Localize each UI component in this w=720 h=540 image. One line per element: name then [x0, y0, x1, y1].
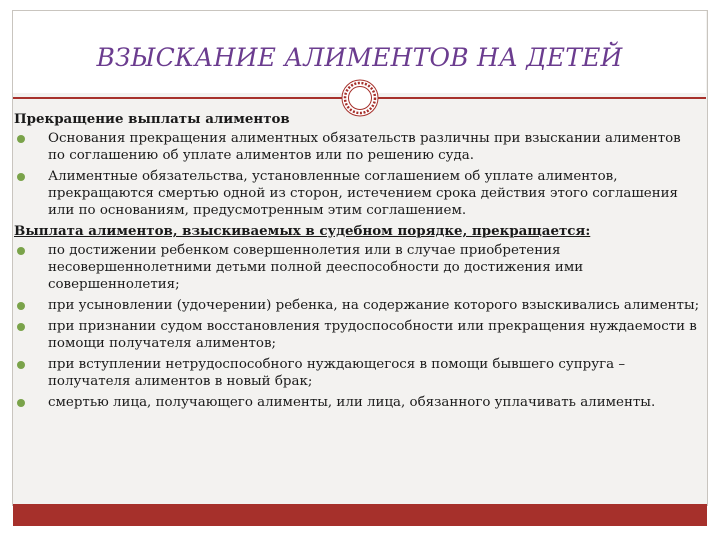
bullet-dot-icon — [17, 173, 25, 181]
section-heading-termination: Прекращение выплаты алиментов — [14, 111, 290, 127]
list-item — [14, 242, 700, 293]
list-item — [14, 318, 700, 352]
bottom-accent-bar — [13, 504, 707, 526]
list-item — [14, 356, 700, 390]
list-item-text: смертью лица, получающего алименты, или лица, обязанного уплачивать алименты. — [48, 395, 656, 410]
list-item-text: при усыновлении (удочерении) ребенка, на содержание которого взыскивались алименты; — [48, 298, 700, 313]
list-item-text: при вступлении нетрудоспособного нуждающегося в помощи бывшего супруга – получателя алиментов в новый брак; — [48, 357, 626, 389]
list-item — [14, 130, 700, 164]
list-item-text: Основания прекращения алиментных обязательств различны при взыскании алиментов по соглашению об уплате алиментов или по решению суда. — [48, 131, 681, 163]
bullet-dot-icon — [17, 247, 25, 255]
bullet-dot-icon — [17, 135, 25, 143]
section-heading-court-order: Выплата алиментов, взыскиваемых в судебном порядке, прекращается: — [14, 223, 591, 239]
slide-title: ВЗЫСКАНИЕ АЛИМЕНТОВ НА ДЕТЕЙ — [96, 43, 623, 72]
list-item-text: Алиментные обязательства, установленные соглашением об уплате алиментов, прекращаются смертью одной из сторон, истечением срока действия этого соглашения или по основаниям, предусмотренным этим соглашением. — [48, 169, 679, 218]
list-item-text: при признании судом восстановления трудоспособности или прекращения нуждаемости в помощи получателя алиментов; — [48, 319, 697, 351]
bullet-dot-icon — [17, 399, 25, 407]
list-item — [14, 394, 700, 411]
list-item — [14, 168, 700, 219]
list-item — [14, 297, 700, 314]
bullet-dot-icon — [17, 361, 25, 369]
slide-content — [14, 111, 700, 471]
bullet-dot-icon — [17, 302, 25, 310]
bullet-dot-icon — [17, 323, 25, 331]
list-item-text: по достижении ребенком совершеннолетия или в случае приобретения несовершеннолетними детьми полной дееспособности до достижения ими совершеннолетия; — [48, 243, 584, 292]
